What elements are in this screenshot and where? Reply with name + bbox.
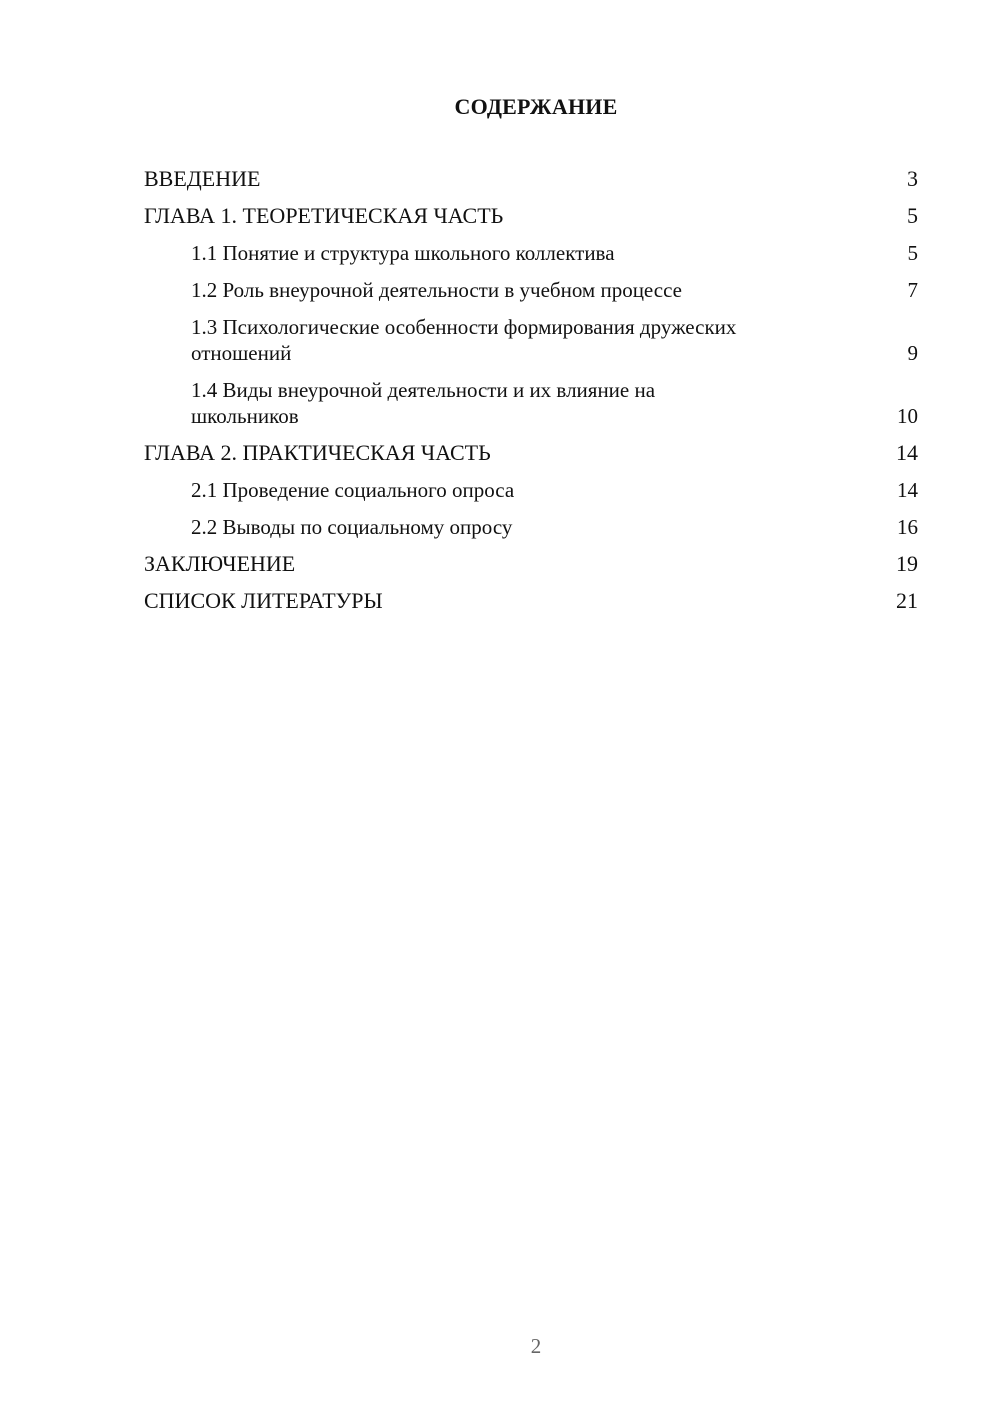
toc-entry-section-1-3[interactable] (144, 314, 918, 366)
page-number: 2 (530, 1334, 542, 1358)
toc-entry-section-2-2[interactable] (144, 514, 918, 540)
toc-entry-page: 14 (896, 440, 918, 465)
toc-entry-section-1-2[interactable] (144, 277, 918, 303)
toc-entry-page: 10 (897, 404, 918, 428)
toc-entry-introduction[interactable] (144, 166, 918, 192)
toc-entry-page: 9 (907, 341, 918, 365)
toc-entry-chapter-1[interactable] (144, 203, 918, 229)
toc-entry-section-2-1[interactable] (144, 477, 918, 503)
toc-entry-page: 16 (897, 515, 918, 539)
toc-entry-page: 5 (907, 241, 918, 265)
toc-entry-section-1-4[interactable] (144, 377, 918, 429)
toc-entry-label: СПИСОК ЛИТЕРАТУРЫ (144, 588, 383, 613)
toc-entry-label: ВВЕДЕНИЕ (144, 166, 261, 191)
toc-entry-label: 1.3 Психологические особенности формирования дружеских отношений (191, 315, 737, 365)
toc-entry-label: ГЛАВА 2. ПРАКТИЧЕСКАЯ ЧАСТЬ (144, 440, 491, 465)
toc-entry-label: ГЛАВА 1. ТЕОРЕТИЧЕСКАЯ ЧАСТЬ (144, 203, 504, 228)
toc-entry-page: 5 (907, 203, 918, 228)
toc-entry-label: 2.2 Выводы по социальному опросу (191, 515, 513, 539)
toc-entry-page: 3 (907, 166, 918, 191)
toc-entry-page: 19 (896, 551, 918, 576)
toc-entry-conclusion[interactable] (144, 551, 918, 577)
toc-entry-page: 14 (897, 478, 918, 502)
toc-entry-references[interactable] (144, 588, 918, 614)
toc-entry-label: 1.4 Виды внеурочной деятельности и их влияние на школьников (191, 378, 656, 428)
toc-entry-page: 7 (907, 278, 918, 302)
toc-entry-section-1-1[interactable] (144, 240, 918, 266)
toc-entry-page: 21 (896, 588, 918, 613)
toc-entry-chapter-2[interactable] (144, 440, 918, 466)
table-of-contents (144, 166, 918, 625)
toc-entry-label: 1.2 Роль внеурочной деятельности в учебном процессе (191, 278, 682, 302)
toc-entry-label: ЗАКЛЮЧЕНИЕ (144, 551, 296, 576)
page-title: СОДЕРЖАНИЕ (454, 94, 618, 119)
toc-entry-label: 1.1 Понятие и структура школьного коллектива (191, 241, 615, 265)
toc-entry-label: 2.1 Проведение социального опроса (191, 478, 515, 502)
